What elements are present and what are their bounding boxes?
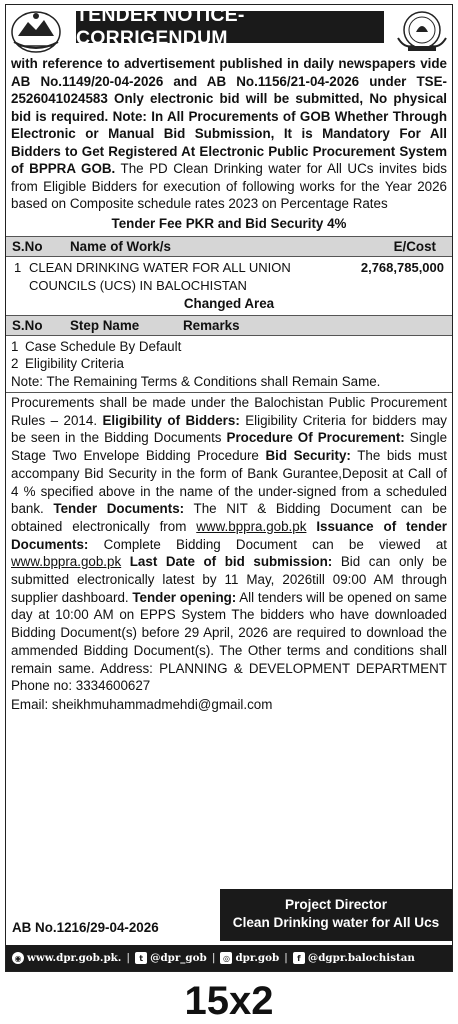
- ab-number: AB No.1216/29-04-2026: [12, 920, 159, 935]
- works-col-name: Name of Work/s: [70, 238, 171, 254]
- works-table-header: [6, 236, 452, 257]
- table-row: [11, 338, 447, 356]
- work-cost: 2,768,785,000: [360, 259, 444, 275]
- work-sno: 1: [14, 259, 22, 275]
- tender-documents-text: The NIT & Bidding Document can be obtained electronically from: [11, 501, 447, 534]
- bppra-link[interactable]: www.bppra.gob.pk: [11, 554, 122, 570]
- tender-opening-label: Tender opening:: [132, 589, 237, 605]
- table-row: [6, 257, 452, 301]
- social-footer: [6, 945, 452, 971]
- work-name: CLEAN DRINKING WATER FOR ALL UNION COUNCILS (UCS) IN BALOCHISTAN: [29, 259, 291, 293]
- last-date-label: Last Date of bid submission:: [121, 554, 333, 570]
- bid-security-label: Bid Security:: [265, 448, 351, 464]
- eligibility-text: Eligibility Criteria for bidders may be seen in the Bidding Documents: [11, 412, 447, 446]
- bid-security-text: The bids must accompany Bid Security in the form of Bank Gurantee,Deposit at Call of 4 % specified above in the name of the under-signed from a scheduled bank.: [11, 448, 448, 517]
- divider: |: [126, 952, 131, 964]
- steps-table-header: [6, 315, 452, 336]
- signature-title: Project Director: [285, 897, 387, 912]
- works-col-sno: S.No: [12, 238, 43, 254]
- tender-notice: [5, 4, 453, 972]
- steps-col-sno: S.No: [12, 317, 43, 333]
- divider: |: [284, 952, 288, 964]
- step-text: Case Schedule By Default: [25, 338, 182, 354]
- signature-block: [220, 889, 452, 941]
- facebook-handle[interactable]: @dgpr.balochistan: [307, 952, 415, 964]
- step-text: Eligibility Criteria: [25, 356, 124, 371]
- issuance-label: Issuance of tender Documents:: [11, 518, 447, 552]
- notice-header: [6, 5, 452, 57]
- contact-email[interactable]: Email: sheikhmuhammadmehdi@gmail.com: [11, 696, 273, 712]
- tender-opening-text: All tenders will be opened on same day at 10:00 AM on EPPS System The bidders who have downloaded Bidding Document(s) before 29 April, 2026 are required to download the ammended Bidding Document(s). The Other terms and conditions shall remain same. Address: PLANNING & DEVELOPMENT DEPARTMENT Phone no: 3334600627: [11, 589, 447, 694]
- facebook-icon: f: [293, 952, 305, 964]
- steps-note: Note: The Remaining Terms & Conditions shall Remain Same.: [11, 373, 381, 389]
- fee-line: Tender Fee PKR and Bid Security 4%: [111, 215, 347, 231]
- works-col-cost: E/Cost: [393, 238, 436, 254]
- pd-department-seal-icon: [396, 8, 448, 54]
- tender-documents-label: Tender Documents:: [53, 501, 185, 517]
- procedure-label: Procedure Of Procurement:: [226, 430, 405, 446]
- website-link[interactable]: www.dpr.gob.pk.: [27, 952, 122, 964]
- step-sno: 1: [11, 338, 19, 354]
- last-date-text: Bid can only be submitted electronically latest by 11 May, 2026till 09:00 AM through supplier dashboard.: [11, 554, 447, 605]
- balochistan-emblem-icon: [10, 8, 62, 54]
- eligibility-label: Eligibility of Bidders:: [102, 412, 240, 428]
- instagram-handle[interactable]: dpr.gob: [235, 952, 280, 964]
- step-sno: 2: [11, 356, 19, 371]
- issuance-text: Complete Bidding Document can be viewed at: [88, 536, 447, 552]
- twitter-icon: t: [135, 952, 147, 964]
- steps-col-remarks: Remarks: [183, 317, 240, 333]
- instagram-icon: ◎: [220, 952, 232, 964]
- intro-bold-text: with reference to advertisement published in daily newspapers vide AB No.1149/20-04-2026 and AB No.1156/21-04-2026 under TSE-2526041024583 Only electronic bid will be submitted, No physical bid is required. Note: In All Procurements of GOB Whether Through Electronic or Manual Bid Submission, It is Mandatory For All Bidders to Get Registered At Electronic Public Procurement System of BPPRA GOB.: [11, 56, 447, 176]
- procurement-details: [6, 393, 452, 695]
- procurement-rules-text: Procurements shall be made under the Balochistan Public Procurement Rules – 2014.: [11, 395, 447, 428]
- bppra-link[interactable]: www.bppra.gob.pk: [196, 518, 307, 534]
- table-row: [11, 355, 447, 373]
- intro-paragraph: [6, 55, 452, 213]
- notice-title: TENDER NOTICE-CORRIGENDUM: [76, 11, 384, 43]
- intro-normal-text: The PD Clean Drinking water for All UCs invites bids from Eligible Bidders for execution of following works for the Year 2026 based on Composite schedule rates 2023 on Percentage Rates: [11, 161, 447, 211]
- procedure-text: Single Stage Two Envelope Bidding Procedure: [11, 430, 448, 464]
- ad-size-label: 15x2: [184, 979, 274, 1023]
- steps-col-step: Step Name: [70, 317, 140, 333]
- changed-area-heading: Changed Area: [183, 295, 275, 311]
- divider: |: [211, 952, 216, 964]
- steps-table-body: [6, 336, 452, 393]
- signature-office: Clean Drinking water for All Ucs: [232, 915, 440, 930]
- globe-icon: ◉: [12, 952, 24, 964]
- twitter-handle[interactable]: @dpr_gob: [150, 952, 207, 964]
